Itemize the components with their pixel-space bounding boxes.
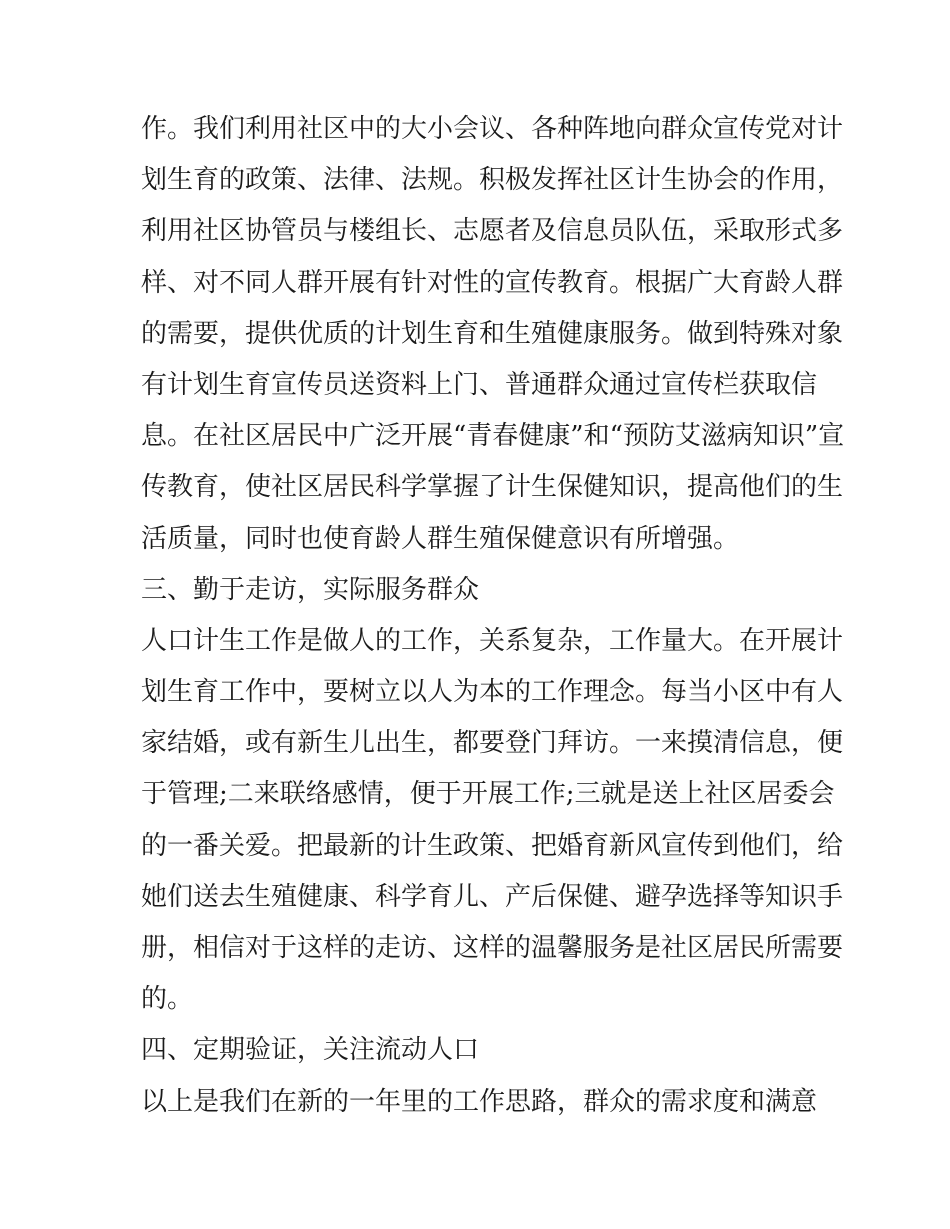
section-heading: 三、勤于走访，实际服务群众 (141, 574, 480, 605)
paragraph-line: 的。 (141, 984, 194, 1015)
paragraph-line: 她们送去生殖健康、科学育儿、产后保健、避孕选择等知识手 (141, 881, 844, 912)
document-body (141, 104, 845, 1128)
paragraph-line: 的一番关爱。把最新的计生政策、把婚育新风宣传到他们，给 (141, 830, 844, 861)
paragraph-line: 划生育工作中，要树立以人为本的工作理念。每当小区中有人 (141, 677, 844, 708)
paragraph-line: 家结婚，或有新生儿出生，都要登门拜访。一来摸清信息，便 (141, 728, 844, 759)
section-heading: 四、定期验证，关注流动人口 (141, 1035, 480, 1066)
paragraph-line: 于管理;二来联络感情，便于开展工作;三就是送上社区居委会 (141, 779, 835, 810)
paragraph-line: 划生育的政策、法律、法规。积极发挥社区计生协会的作用， (141, 165, 844, 196)
paragraph-line: 样、对不同人群开展有针对性的宣传教育。根据广大育龄人群 (141, 267, 844, 298)
paragraph-line: 利用社区协管员与楼组长、志愿者及信息员队伍，采取形式多 (141, 216, 844, 247)
paragraph-line: 作。我们利用社区中的大小会议、各种阵地向群众宣传党对计 (141, 114, 844, 144)
paragraph-line: 以上是我们在新的一年里的工作思路，群众的需求度和满意 (141, 1086, 818, 1117)
paragraph-line: 活质量，同时也使育龄人群生殖保健意识有所增强。 (141, 523, 740, 554)
paragraph-line: 有计划生育宣传员送资料上门、普通群众通过宣传栏获取信 (141, 369, 818, 400)
paragraph-line: 传教育，使社区居民科学掌握了计生保健知识，提高他们的生 (141, 472, 844, 503)
paragraph-line: 人口计生工作是做人的工作，关系复杂，工作量大。在开展计 (141, 625, 844, 656)
paragraph-line: 册，相信对于这样的走访、这样的温馨服务是社区居民所需要 (141, 933, 844, 963)
paragraph-line: 息。在社区居民中广泛开展“青春健康”和“预防艾滋病知识”宣 (141, 421, 845, 452)
paragraph-line: 的需要，提供优质的计划生育和生殖健康服务。做到特殊对象 (141, 318, 844, 349)
